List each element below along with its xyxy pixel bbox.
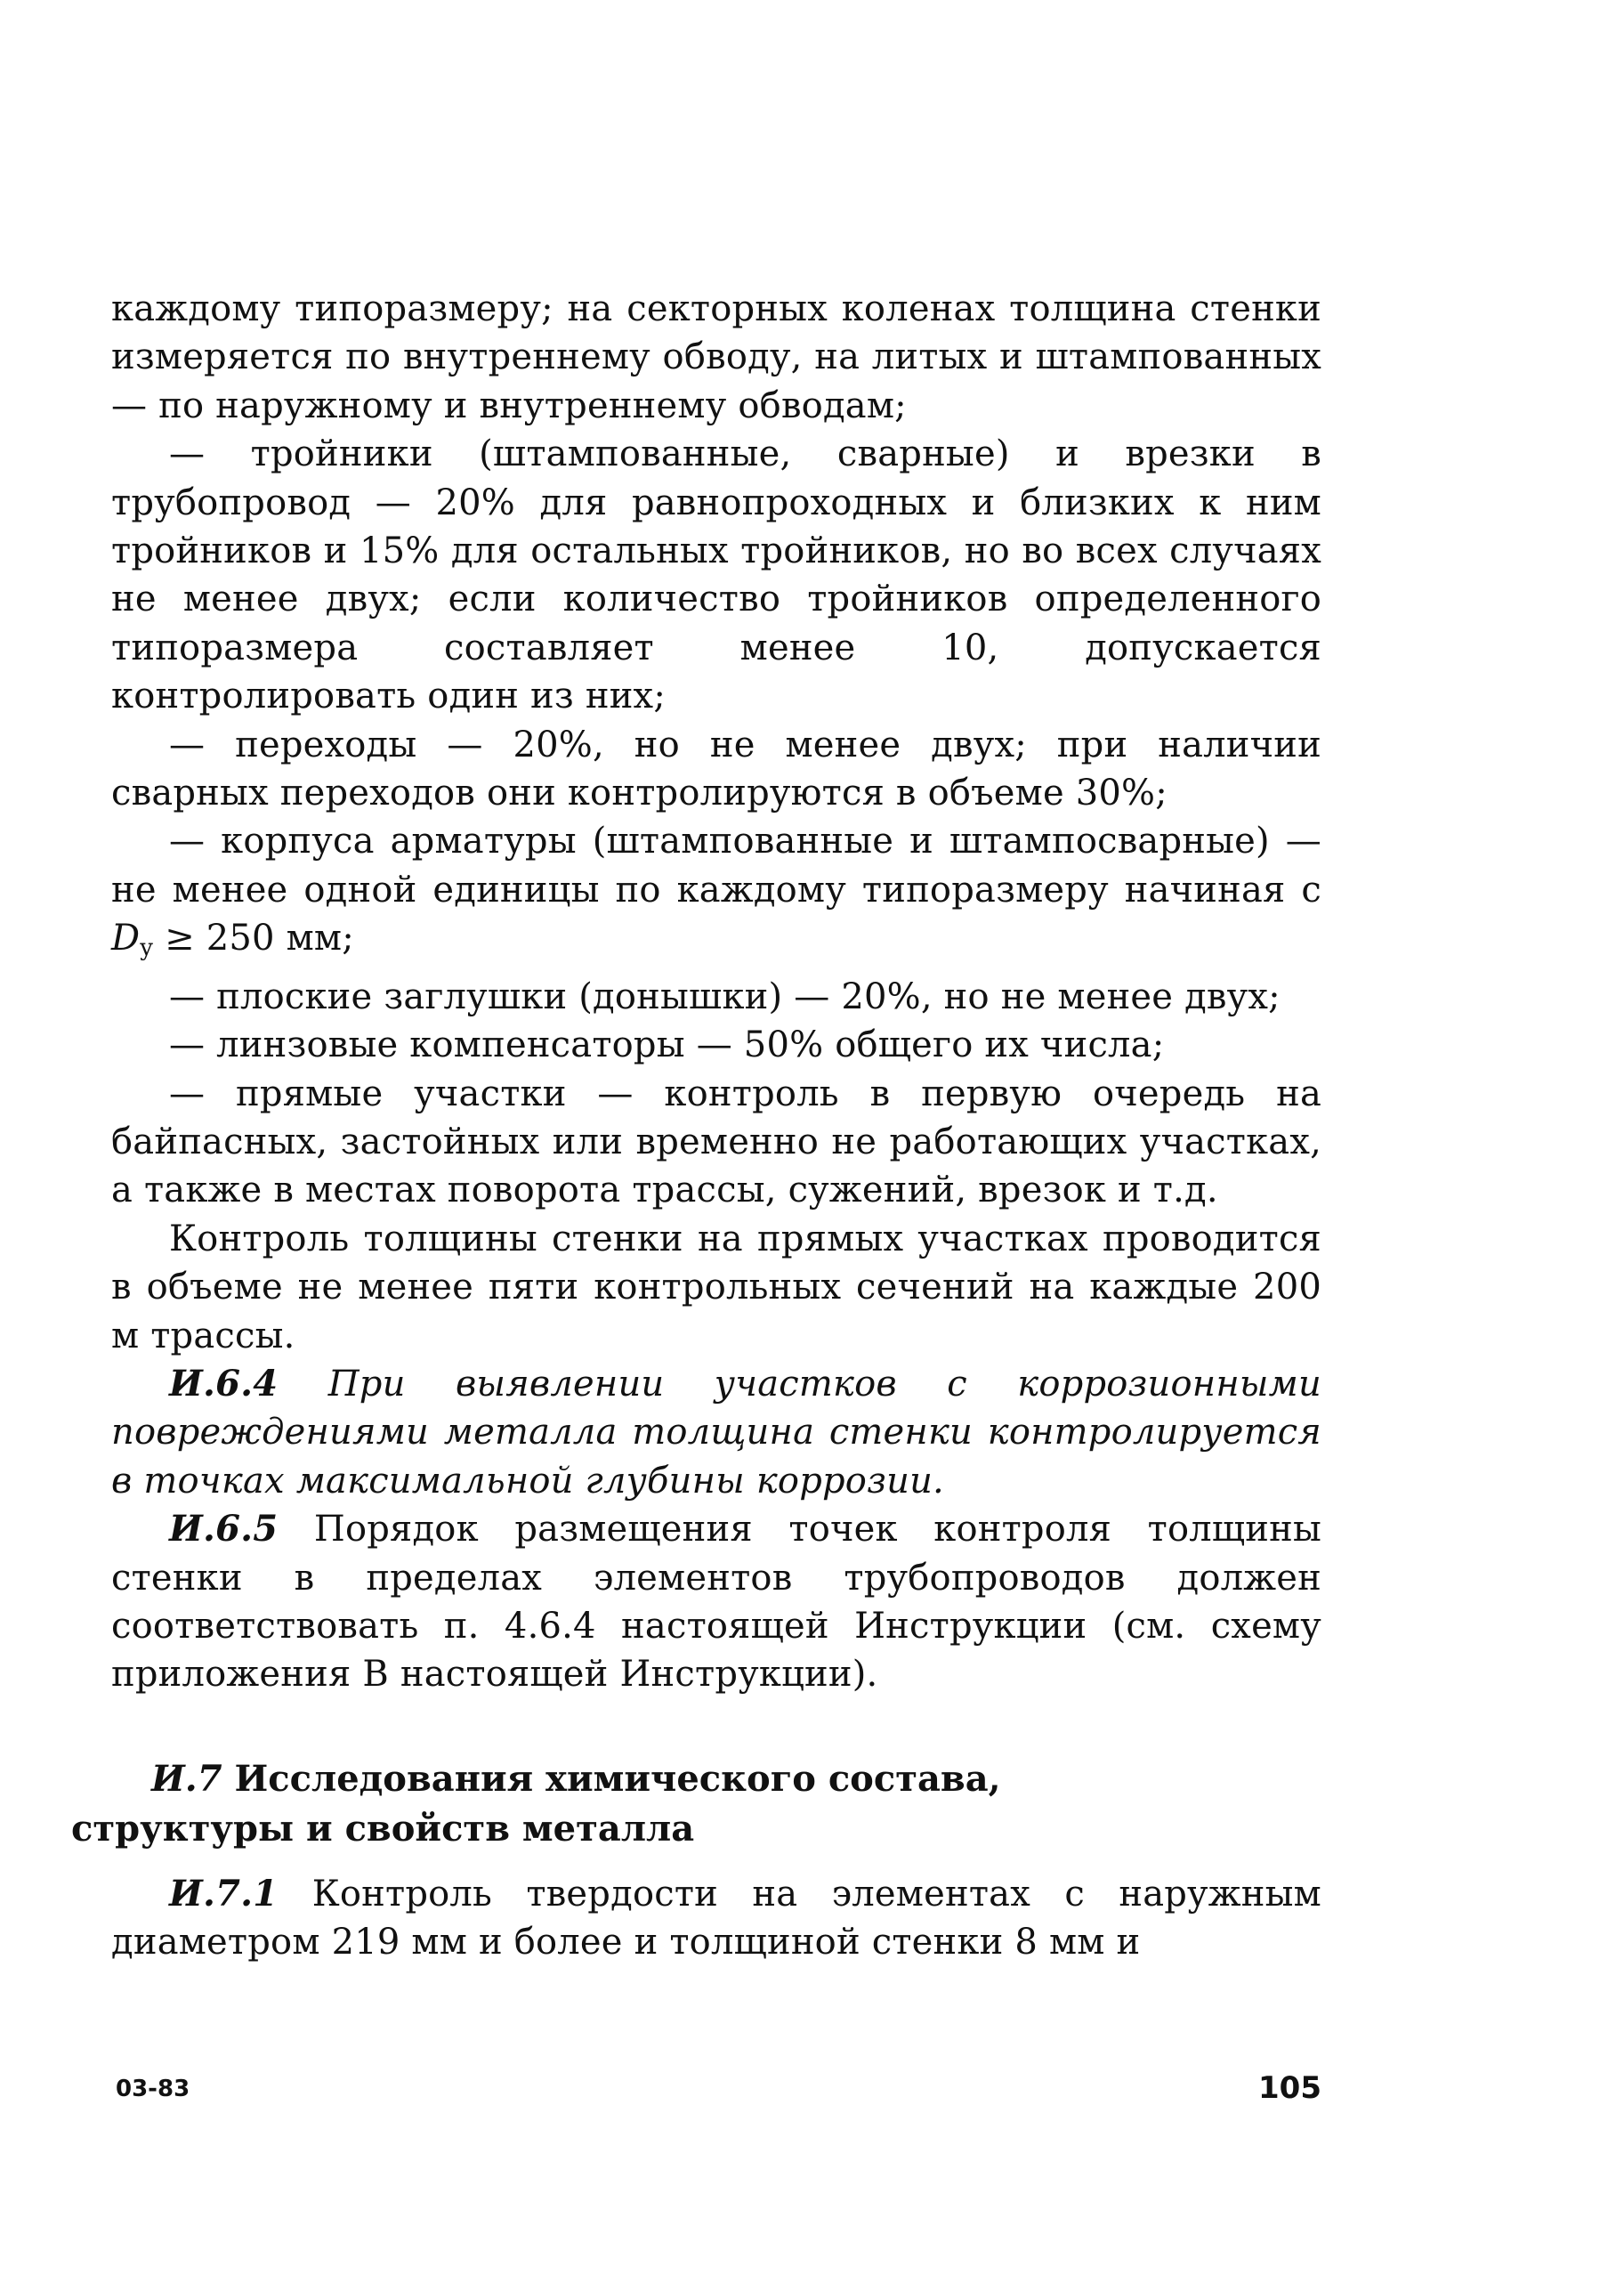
clause-6-4	[111, 1360, 1321, 1505]
page-footer	[111, 2070, 1321, 2111]
clause-6-5-text: Порядок размещения точек контроля толщины стенки в пределах элементов трубопроводов должен соответствовать п. 4.6.4 настоящей Инструкции (см. схему приложения В настоящей Инструкции).	[111, 1509, 1321, 1696]
clause-7-1-number: И.7.1	[169, 1872, 279, 1915]
clause-6-4-text: При выявлении участков с коррозионными повреждениями металла толщина стенки контролируется в точках максимальной глубины коррозии.	[111, 1363, 1321, 1502]
list-item-reducers: — переходы — 20%, но не менее двух; при наличии сварных переходов они контролируются в объеме 30%;	[111, 724, 1321, 814]
list-item-tees: — тройники (штампованные, сварные) и врезки в трубопровод — 20% для равнопроходных и близких к ним тройников и 15% для остальных тройников, но во всех случаях не менее двух; если количество тройников определенного типоразмера составляет менее 10, допускается контролировать один из них;	[111, 433, 1321, 717]
valve-bodies-condition: ≥ 250 мм;	[153, 918, 354, 959]
page-number: 105	[1258, 2070, 1321, 2106]
paragraph-straight-control: Контроль толщины стенки на прямых участках проводится в объеме не менее пяти контрольных сечений на каждые 200 м трассы.	[111, 1218, 1321, 1356]
section-7-title-line1: Исследования химического состава,	[222, 1757, 1001, 1800]
valve-bodies-text: — корпуса арматуры (штампованные и штампосварные) — не менее одной единицы по каждому типоразмеру начиная с	[111, 821, 1321, 911]
section-heading-7	[71, 1754, 1321, 1854]
clause-6-5	[111, 1505, 1321, 1699]
diameter-subscript: y	[140, 935, 154, 962]
clause-6-4-number: И.6.4	[169, 1362, 279, 1405]
list-item-valve-bodies	[111, 817, 1321, 972]
list-item-straight-sections: — прямые участки — контроль в первую очередь на байпасных, застойных или временно не работающих участках, а также в местах поворота трассы, сужений, врезок и т.д.	[111, 1073, 1321, 1211]
clause-7-1	[111, 1870, 1321, 1967]
section-7-number: И.7	[151, 1757, 222, 1800]
section-7-title-line2: структуры и свойств металла	[71, 1807, 695, 1850]
diameter-symbol: D	[111, 918, 141, 959]
clause-7-1-text: Контроль твердости на элементах с наружным диаметром 219 мм и более и толщиной стенки 8 мм и	[111, 1873, 1321, 1963]
list-item-flat-plugs: — плоские заглушки (донышки) — 20%, но не менее двух;	[169, 976, 1281, 1017]
paragraph-continuation: каждому типоразмеру; на секторных коленах толщина стенки измеряется по внутреннему обводу, на литых и штампованных — по наружному и внутреннему обводам;	[111, 288, 1321, 426]
list-item-lens-compensators: — линзовые компенсаторы — 50% общего их числа;	[169, 1024, 1165, 1066]
clause-6-5-number: И.6.5	[169, 1508, 279, 1550]
document-code: 03-83	[116, 2076, 190, 2102]
text-body	[71, 285, 1321, 1967]
